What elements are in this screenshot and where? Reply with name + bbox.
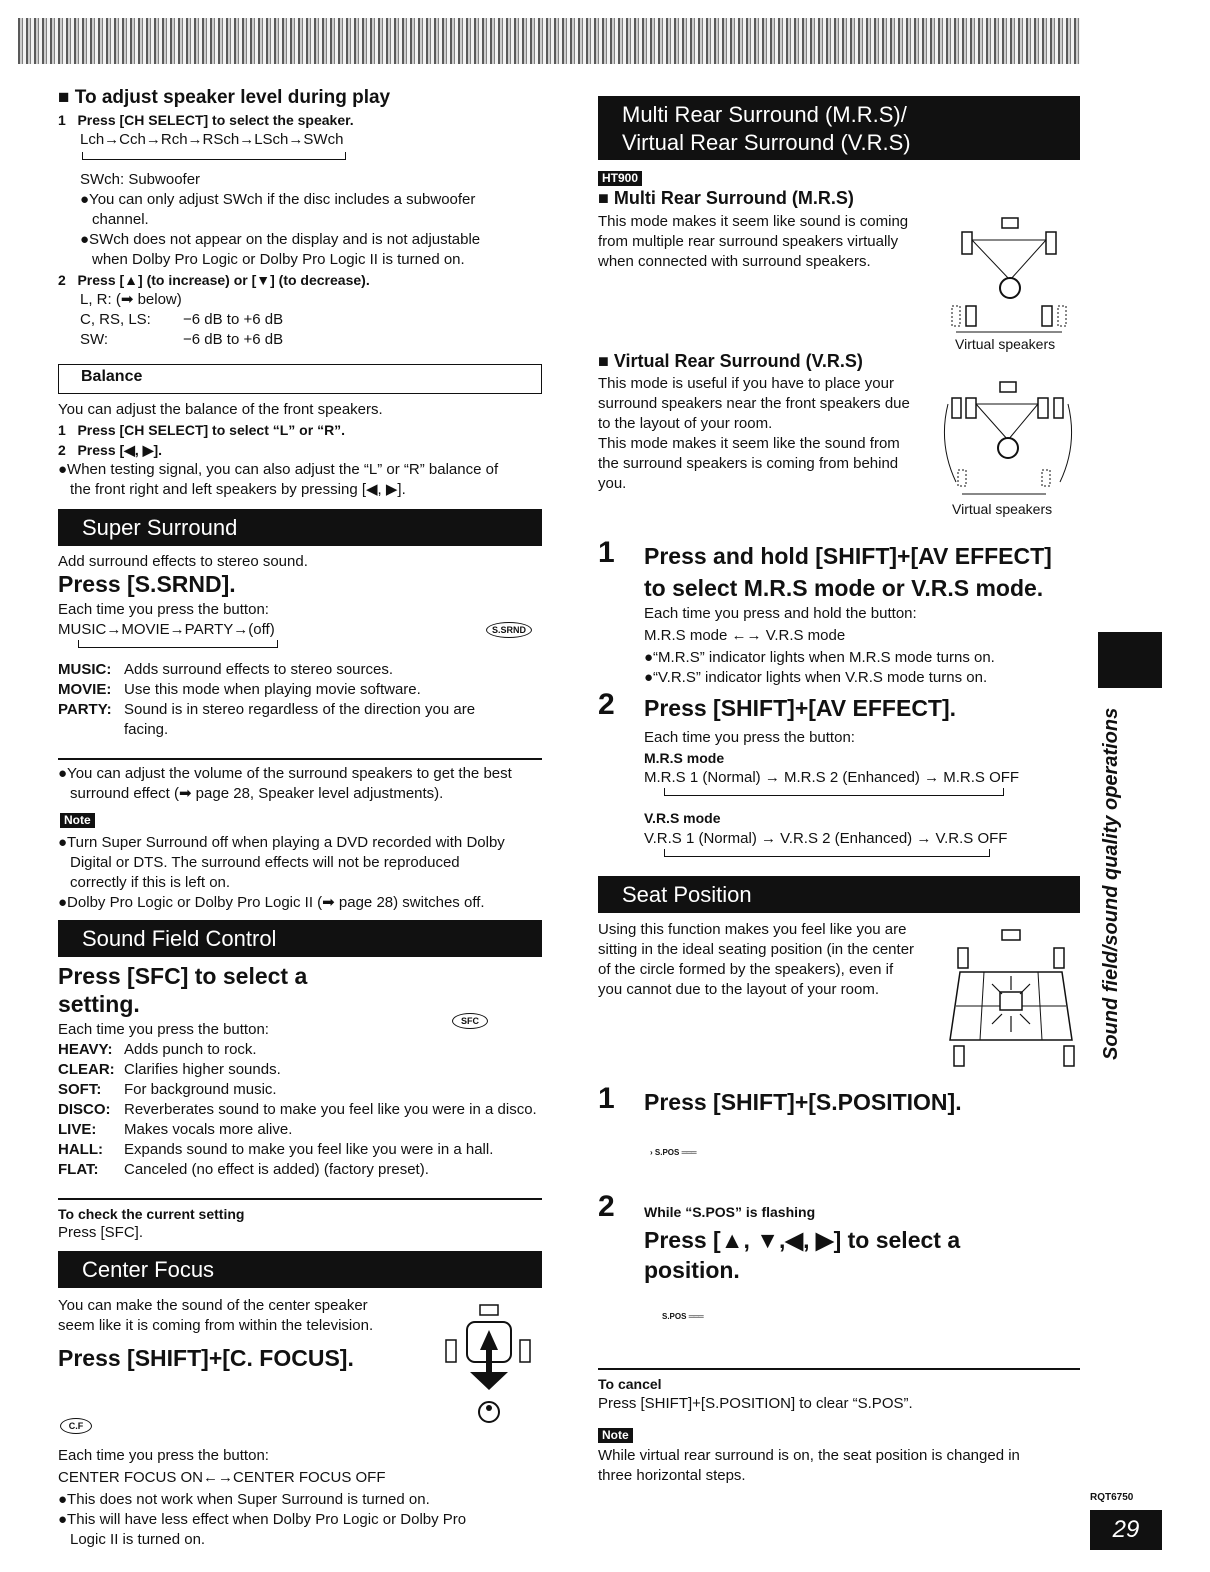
volume-bullet-b: surround effect (➡ page 28, Speaker level adjustments). [70, 785, 444, 802]
vrs-mode-cycle: V.R.S 1 (Normal) → V.R.S 2 (Enhanced) → V.R.S OFF [644, 830, 1008, 847]
mrs-mode-cycle: M.R.S 1 (Normal) → M.R.S 2 (Enhanced) → M.R.S OFF [644, 769, 1020, 786]
volume-bullet-a: ●You can adjust the volume of the surround speakers to get the best [58, 765, 512, 782]
mrs-mode-heading: M.R.S mode [644, 750, 725, 766]
cycle-return-arrow [82, 152, 346, 160]
sfc-button-icon: SFC [452, 1013, 488, 1029]
seat-text-4: you cannot due to the layout of your room. [598, 981, 880, 998]
mode-party: PARTY: Sound is in stereo regardless of the direction you are [58, 701, 476, 718]
super-surround-cycle: MUSIC→MOVIE→PARTY→(off) [58, 621, 275, 638]
super-surround-each: Each time you press the button: [58, 601, 269, 618]
vrs-text-1: This mode is useful if you have to place your [598, 375, 894, 392]
super-surround-intro: Add surround effects to stereo sound. [58, 553, 308, 570]
doc-code: RQT6750 [1090, 1492, 1134, 1503]
mrs-step1-bullet2: ●“V.R.S” indicator lights when V.R.S mode turns on. [644, 669, 988, 686]
swch-bullet2a: ●SWch does not appear on the display and is not adjustable [80, 231, 481, 248]
balance-intro: You can adjust the balance of the front speakers. [58, 401, 383, 418]
divider [598, 1368, 1080, 1370]
mrs-text-b: from multiple rear surround speakers virtually [598, 233, 899, 250]
step-number: 2 [598, 688, 615, 721]
mode-music: MUSIC: Adds surround effects to stereo sources. [58, 661, 394, 678]
center-focus-title: Center Focus [58, 1251, 542, 1288]
seat-text-3: of the circle formed by the speakers), even if [598, 961, 894, 978]
note-badge: Note [598, 1428, 633, 1443]
seat-step2-small: While “S.POS” is flashing [644, 1204, 816, 1220]
seat-position-diagram [940, 924, 1080, 1070]
spos-display-2: S.POS ═══ [662, 1312, 703, 1321]
speaker-level-heading: ■ To adjust speaker level during play [58, 87, 391, 108]
note2: ●Dolby Pro Logic or Dolby Pro Logic II (➡ page 28) switches off. [58, 894, 485, 911]
step-number: 2 [598, 1190, 615, 1223]
seat-text-1: Using this function makes you feel like you are [598, 921, 907, 938]
mrs-title-a: Multi Rear Surround (M.R.S)/ [622, 102, 907, 127]
vrs-text-6: you. [598, 475, 627, 492]
center-focus-intro-a: You can make the sound of the center speaker [58, 1297, 368, 1314]
mode-movie: MOVIE: Use this mode when playing movie software. [58, 681, 421, 698]
balance-bullet-b: the front right and left speakers by pressing [◀, ▶]. [70, 481, 406, 498]
sfc-mode-heavy: HEAVY: Adds punch to rock. [58, 1041, 257, 1058]
page-number: 29 [1090, 1510, 1162, 1550]
mrs-title-b: Virtual Rear Surround (V.R.S) [622, 130, 911, 155]
lr-range: L, R: (➡ below) [80, 291, 182, 308]
sfc-mode-flat: FLAT: Canceled (no effect is added) (factory preset). [58, 1161, 429, 1178]
vrs-text-3: to the layout of your room. [598, 415, 773, 432]
center-focus-bullet2b: Logic II is turned on. [70, 1531, 206, 1548]
mode-party-cont: facing. [124, 721, 169, 738]
super-surround-press: Press [S.SRND]. [58, 571, 236, 597]
mrs-heading: ■ Multi Rear Surround (M.R.S) [598, 188, 854, 208]
vrs-speaker-diagram [938, 374, 1078, 500]
sfc-mode-hall: HALL: Expands sound to make you feel like you were in a hall. [58, 1141, 494, 1158]
cancel-heading: To cancel [598, 1376, 662, 1392]
mrs-step2: Press [SHIFT]+[AV EFFECT]. [644, 695, 957, 721]
balance-bullet-a: ●When testing signal, you can also adjust the “L” or “R” balance of [58, 461, 499, 478]
mrs-step1-each: Each time you press and hold the button: [644, 605, 917, 622]
sfc-mode-clear: CLEAR: Clarifies higher sounds. [58, 1061, 281, 1078]
sfc-press-a: Press [SFC] to select a [58, 963, 308, 989]
balance-step2: 2 Press [◀, ▶]. [58, 442, 163, 458]
center-focus-each: Each time you press the button: [58, 1447, 269, 1464]
note1a: ●Turn Super Surround off when playing a DVD recorded with Dolby [58, 834, 505, 851]
center-focus-cycle: CENTER FOCUS ON←→CENTER FOCUS OFF [58, 1469, 386, 1486]
center-focus-bullet1: ●This does not work when Super Surround is turned on. [58, 1491, 430, 1508]
mrs-step2-each: Each time you press the button: [644, 729, 855, 746]
speaker-level-step2: 2 Press [▲] (to increase) or [▼] (to decrease). [58, 272, 370, 288]
mrs-text-c: when connected with surround speakers. [598, 253, 871, 270]
center-focus-bullet2a: ●This will have less effect when Dolby Pro Logic or Dolby Pro [58, 1511, 467, 1528]
cycle-return-arrow [78, 640, 278, 648]
seat-note-a: While virtual rear surround is on, the seat position is changed in [598, 1447, 1020, 1464]
center-focus-press: Press [SHIFT]+[C. FOCUS]. [58, 1345, 354, 1371]
step-number: 1 [598, 1082, 615, 1115]
vrs-mode-heading: V.R.S mode [644, 810, 721, 826]
seat-step2-b: position. [644, 1257, 740, 1283]
check-heading: To check the current setting [58, 1206, 245, 1222]
model-badge: HT900 [598, 171, 642, 186]
vrs-heading: ■ Virtual Rear Surround (V.R.S) [598, 351, 863, 371]
mrs-step1-cycle: M.R.S mode ←→ V.R.S mode [644, 627, 846, 644]
swch-bullet1a: ●You can only adjust SWch if the disc includes a subwoofer [80, 191, 476, 208]
mrs-speaker-diagram [940, 210, 1080, 340]
step-number: 1 [598, 536, 615, 569]
check-text: Press [SFC]. [58, 1224, 144, 1241]
sfc-press-b: setting. [58, 991, 140, 1017]
note1c: correctly if this is left on. [70, 874, 231, 891]
spos-display-1: › S.POS ═══ [650, 1148, 696, 1157]
virtual-speakers-label: Virtual speakers [952, 501, 1053, 517]
sfc-mode-soft: SOFT: For background music. [58, 1081, 277, 1098]
mrs-title-bar [598, 96, 1080, 160]
swch-label: SWch: Subwoofer [80, 171, 201, 188]
side-section-label: Sound field/sound quality operations [1100, 707, 1122, 1060]
c-focus-button-icon: C.F [60, 1418, 92, 1434]
swch-bullet1b: channel. [92, 211, 149, 228]
vrs-text-2: surround speakers near the front speakers due [598, 395, 910, 412]
sfc-each: Each time you press the button: [58, 1021, 269, 1038]
divider [58, 758, 542, 760]
balance-step1: 1 Press [CH SELECT] to select “L” or “R”. [58, 422, 346, 438]
cycle-return-arrow [664, 849, 990, 857]
vrs-text-4: This mode makes it seem like the sound from [598, 435, 900, 452]
vrs-text-5: the surround speakers is coming from behind [598, 455, 899, 472]
mrs-step1-b: to select M.R.S mode or V.R.S mode. [644, 575, 1044, 601]
cancel-text: Press [SHIFT]+[S.POSITION] to clear “S.POS”. [598, 1395, 913, 1412]
seat-step1: Press [SHIFT]+[S.POSITION]. [644, 1089, 962, 1115]
sfc-mode-live: LIVE: Makes vocals more alive. [58, 1121, 293, 1138]
s-srnd-button-icon: S.SRND [486, 622, 532, 638]
sfc-title: Sound Field Control [58, 920, 542, 957]
seat-text-2: sitting in the ideal seating position (in the center [598, 941, 915, 958]
divider [58, 1198, 542, 1200]
speaker-level-step1: 1 Press [CH SELECT] to select the speaker. [58, 112, 354, 128]
header-band [18, 18, 1080, 64]
sw-range: SW: −6 dB to +6 dB [80, 331, 284, 348]
center-focus-diagram [440, 1300, 540, 1430]
swch-bullet2b: when Dolby Pro Logic or Dolby Pro Logic II is turned on. [92, 251, 465, 268]
balance-box [58, 364, 542, 394]
seat-step2-a: Press [▲, ▼,◀, ▶] to select a [644, 1227, 961, 1253]
sfc-mode-disco: DISCO: Reverberates sound to make you feel like you were in a disco. [58, 1101, 537, 1118]
mrs-text-a: This mode makes it seem like sound is coming [598, 213, 909, 230]
mrs-step1-bullet1: ●“M.R.S” indicator lights when M.R.S mode turns on. [644, 649, 995, 666]
note1b: Digital or DTS. The surround effects will not be reproduced [70, 854, 460, 871]
seat-position-title: Seat Position [598, 876, 1080, 913]
speaker-cycle: Lch→Cch→Rch→RSch→LSch→SWch [80, 131, 344, 148]
seat-note-b: three horizontal steps. [598, 1467, 746, 1484]
note-badge: Note [60, 813, 95, 828]
super-surround-title: Super Surround [58, 509, 542, 546]
center-focus-intro-b: seem like it is coming from within the television. [58, 1317, 374, 1334]
balance-title: Balance [81, 368, 143, 385]
crs-range: C, RS, LS: −6 dB to +6 dB [80, 311, 284, 328]
virtual-speakers-label: Virtual speakers [955, 336, 1056, 352]
mrs-step1-a: Press and hold [SHIFT]+[AV EFFECT] [644, 543, 1052, 569]
cycle-return-arrow [664, 788, 1004, 796]
